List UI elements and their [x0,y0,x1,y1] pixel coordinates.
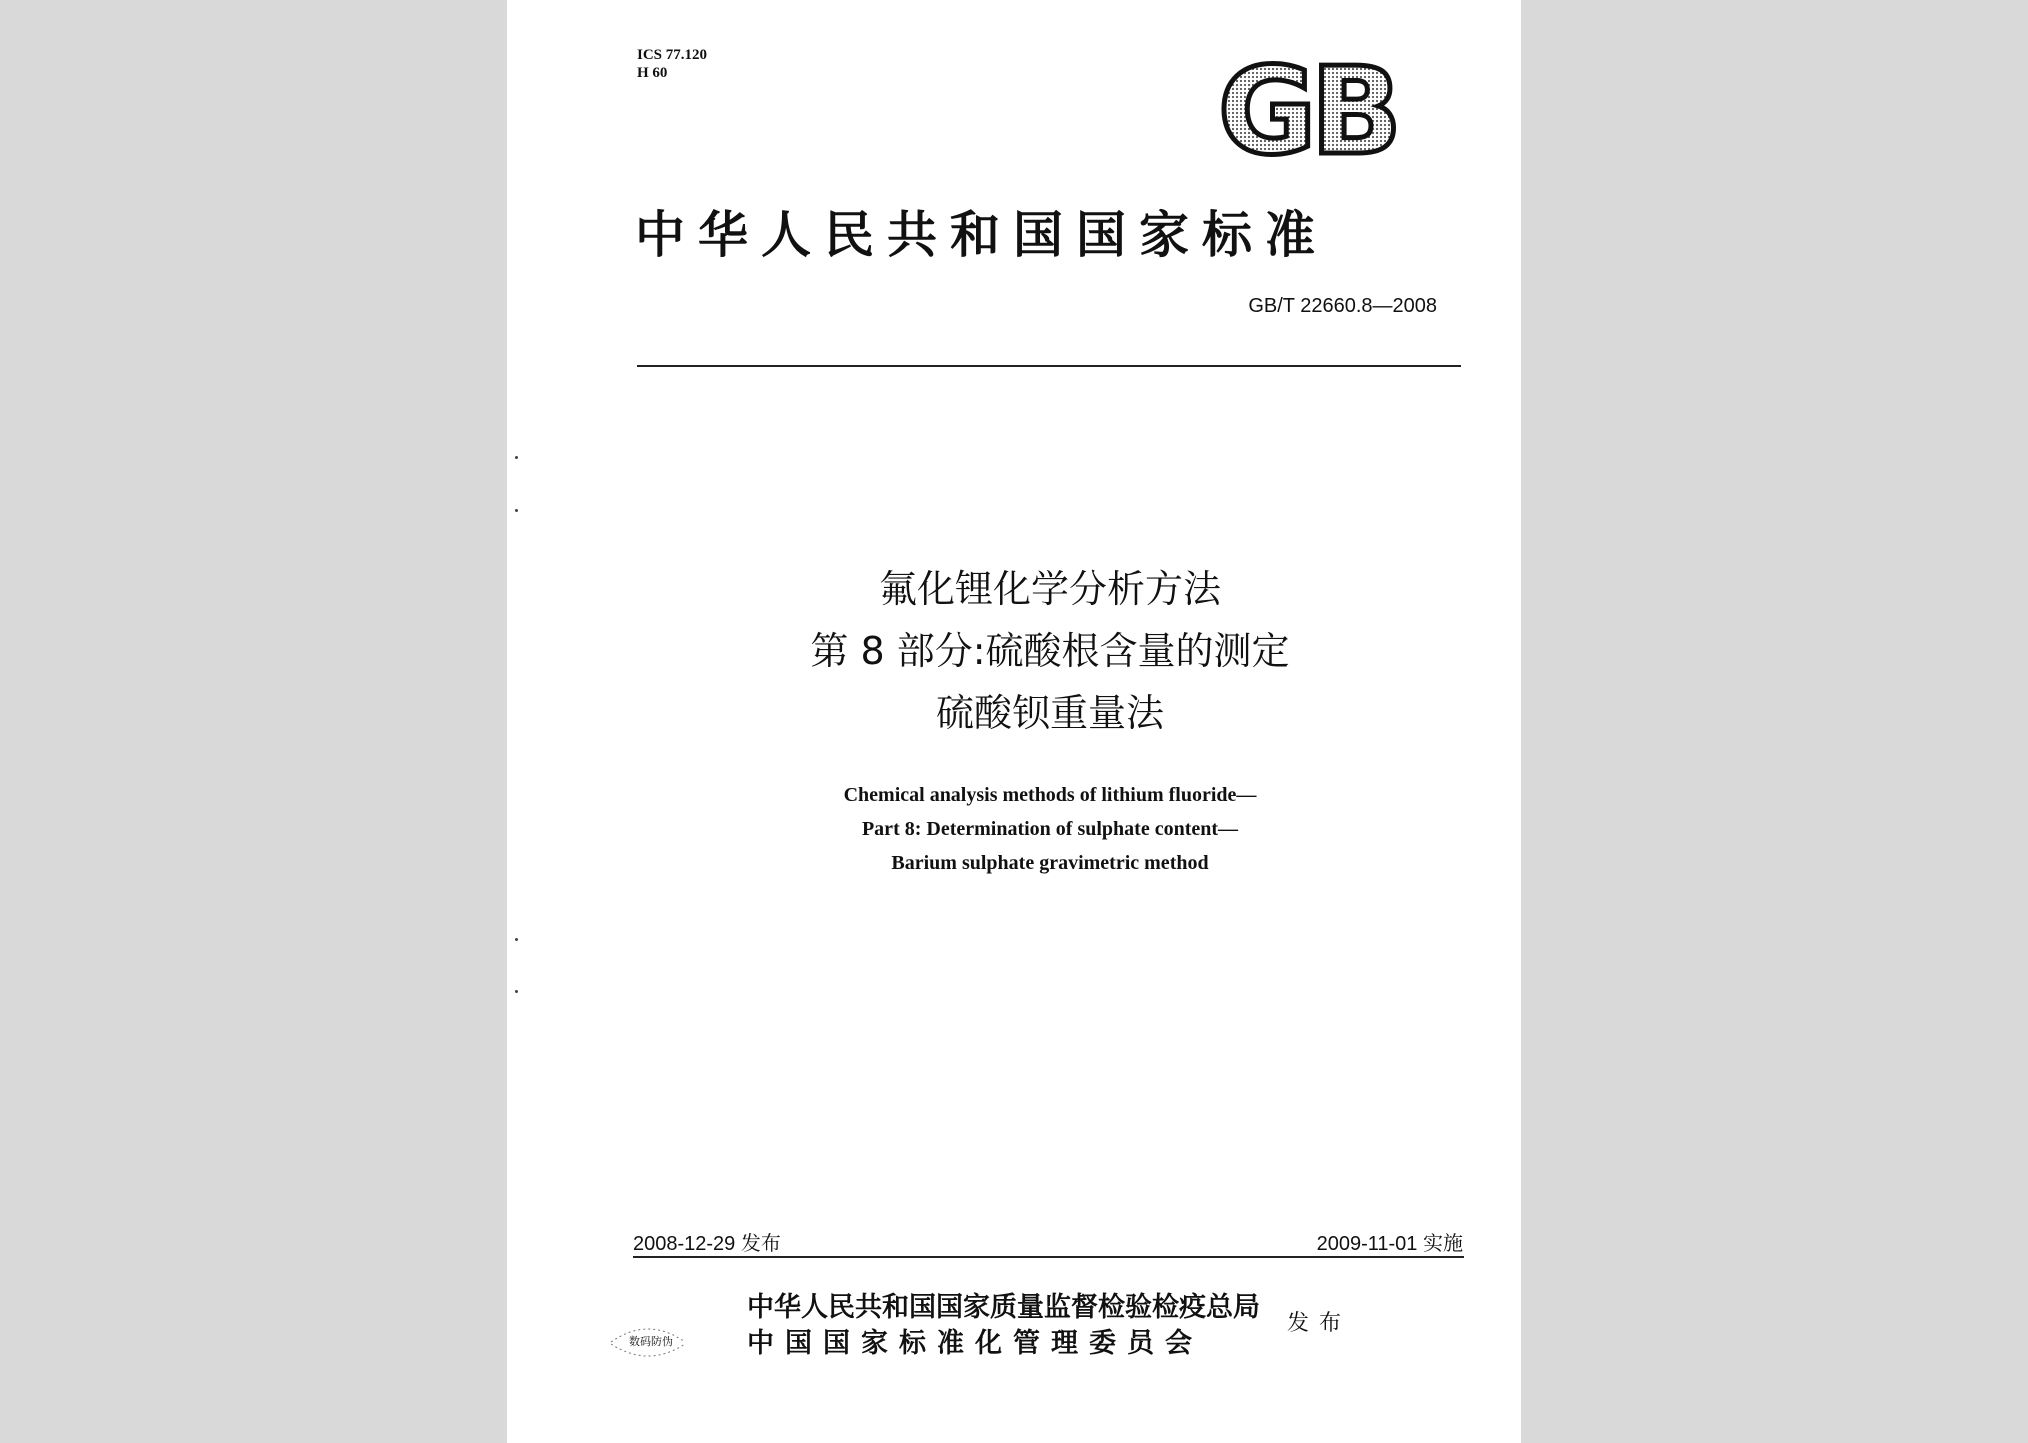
bottom-divider [633,1256,1464,1258]
gb-logo [1207,55,1407,167]
top-divider [637,365,1461,367]
english-title-line3: Barium sulphate gravimetric method [891,852,1209,874]
chinese-title-line2: 第 8 部分:硫酸根含量的测定 [810,629,1290,673]
standard-number: GB/T 22660.8—2008 [1248,295,1437,317]
chinese-title [507,558,1593,744]
classification-codes [637,46,707,82]
issuer-sac: 中国国家标准化管理委员会 [747,1328,1203,1359]
english-title [507,778,1593,880]
publish-label: 发布 [1287,1311,1352,1336]
english-title-line2: Part 8: Determination of sulphate content— [861,818,1239,840]
national-standard-title: 中华人民共和国国家标准 [635,206,1328,264]
gb-logo-text: GB [1218,55,1396,167]
standard-cover-page [507,0,1521,1443]
margin-dot [515,456,518,459]
stamp-text: 数码防伪 [629,1335,673,1348]
margin-dot [515,509,518,512]
chinese-title-line3: 硫酸钡重量法 [935,691,1164,735]
ics-code: ICS 77.120 [637,47,708,63]
issue-date: 2008-12-29 发布 [633,1233,781,1255]
margin-dot [515,990,518,993]
implementation-date: 2009-11-01 实施 [1316,1233,1463,1255]
chinese-title-line1: 氟化锂化学分析方法 [878,567,1221,611]
english-title-line1: Chemical analysis methods of lithium fluoride— [843,784,1257,806]
ccs-code: H 60 [637,65,668,81]
margin-dot [515,938,518,941]
issuer-aqsiq: 中华人民共和国国家质量监督检验检疫总局 [747,1292,1260,1323]
issuing-authorities [747,1290,1260,1362]
